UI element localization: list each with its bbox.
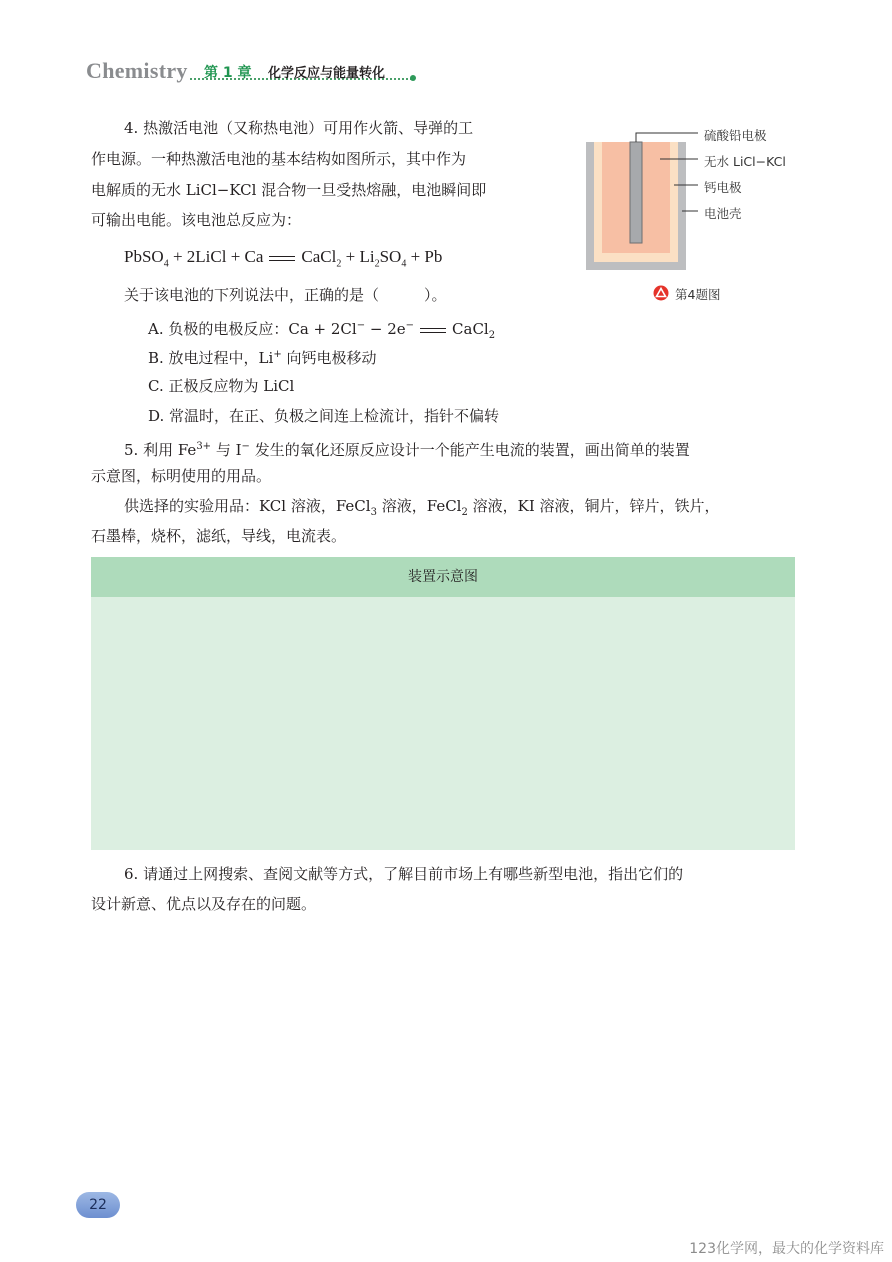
q6-line2: 设计新意、优点以及存在的问题。 (91, 895, 317, 913)
q4-line2: 作电源。一种热激活电池的基本结构如图所示，其中作为 (91, 150, 467, 168)
q5-line3: 供选择的实验用品：KCl 溶液，FeCl$_3$ 溶液，FeCl$_2$ 溶液，KI 溶液，铜片，锌片，铁片， (124, 497, 720, 518)
q5-line4: 石墨棒，烧杯，滤纸，导线，电流表。 (91, 527, 347, 545)
answer-drawing-area[interactable] (91, 557, 795, 850)
page-number: 22 (76, 1192, 120, 1218)
answer-box-title: 装置示意图 (91, 557, 795, 597)
label-calcium: 钙电极 (704, 180, 742, 195)
q4-option-b: B. 放电过程中，Li+ 向钙电极移动 (148, 349, 377, 367)
q4-line3: 电解质的无水 LiCl−KCl 混合物一旦受热熔融，电池瞬间即 (91, 181, 487, 199)
q4-line1: 4. 热激活电池（又称热电池）可用作火箭、导弹的工 (124, 119, 474, 137)
q6-line1: 6. 请通过上网搜索、查阅文献等方式，了解目前市场上有哪些新型电池，指出它们的 (124, 865, 684, 883)
label-shell: 电池壳 (704, 206, 742, 221)
lead-sulfate-electrode (630, 142, 642, 243)
q4-option-a: A. 负极的电极反应：Ca + 2Cl− − 2e− CaCl$_2$ (148, 320, 496, 341)
leader-line-top (636, 133, 698, 142)
q5-line2: 示意图，标明使用的用品。 (91, 467, 272, 485)
watermark: 123化学网，最大的化学资料库 (689, 1241, 884, 1257)
q4-option-c: C. 正极反应物为 LiCl (148, 377, 295, 395)
label-lead-sulfate: 硫酸铅电极 (704, 128, 767, 143)
q4-line4: 可输出电能。该电池总反应为： (91, 211, 302, 229)
q4-equation: PbSO$_4$ + 2LiCl + Ca CaCl$_2$ + $Li_2SO_4 + Pb$ (124, 247, 443, 270)
triangle-badge-icon (653, 285, 671, 303)
q5-line1: 5. 利用 $Fe^{3+}$ 与 I− 发生的氧化还原反应设计一个能产生电流的装置，画出简单的装置 (124, 441, 690, 459)
header-dot (410, 75, 416, 81)
equals-arrow (420, 328, 446, 333)
header-chapter: 第 1 章 (204, 65, 252, 81)
q4-prompt: 关于该电池的下列说法中，正确的是（ ）。 (124, 286, 447, 304)
label-electrolyte: 无水 LiCl−KCl (704, 154, 786, 169)
header-subject: Chemistry (86, 58, 188, 83)
q4-option-d: D. 常温时，在正、负极之间连上检流计，指针不偏转 (148, 407, 500, 425)
figure-caption: 第4题图 (675, 287, 721, 302)
equals-arrow (269, 256, 295, 261)
header-chapter-title: 化学反应与能量转化 (268, 66, 386, 81)
